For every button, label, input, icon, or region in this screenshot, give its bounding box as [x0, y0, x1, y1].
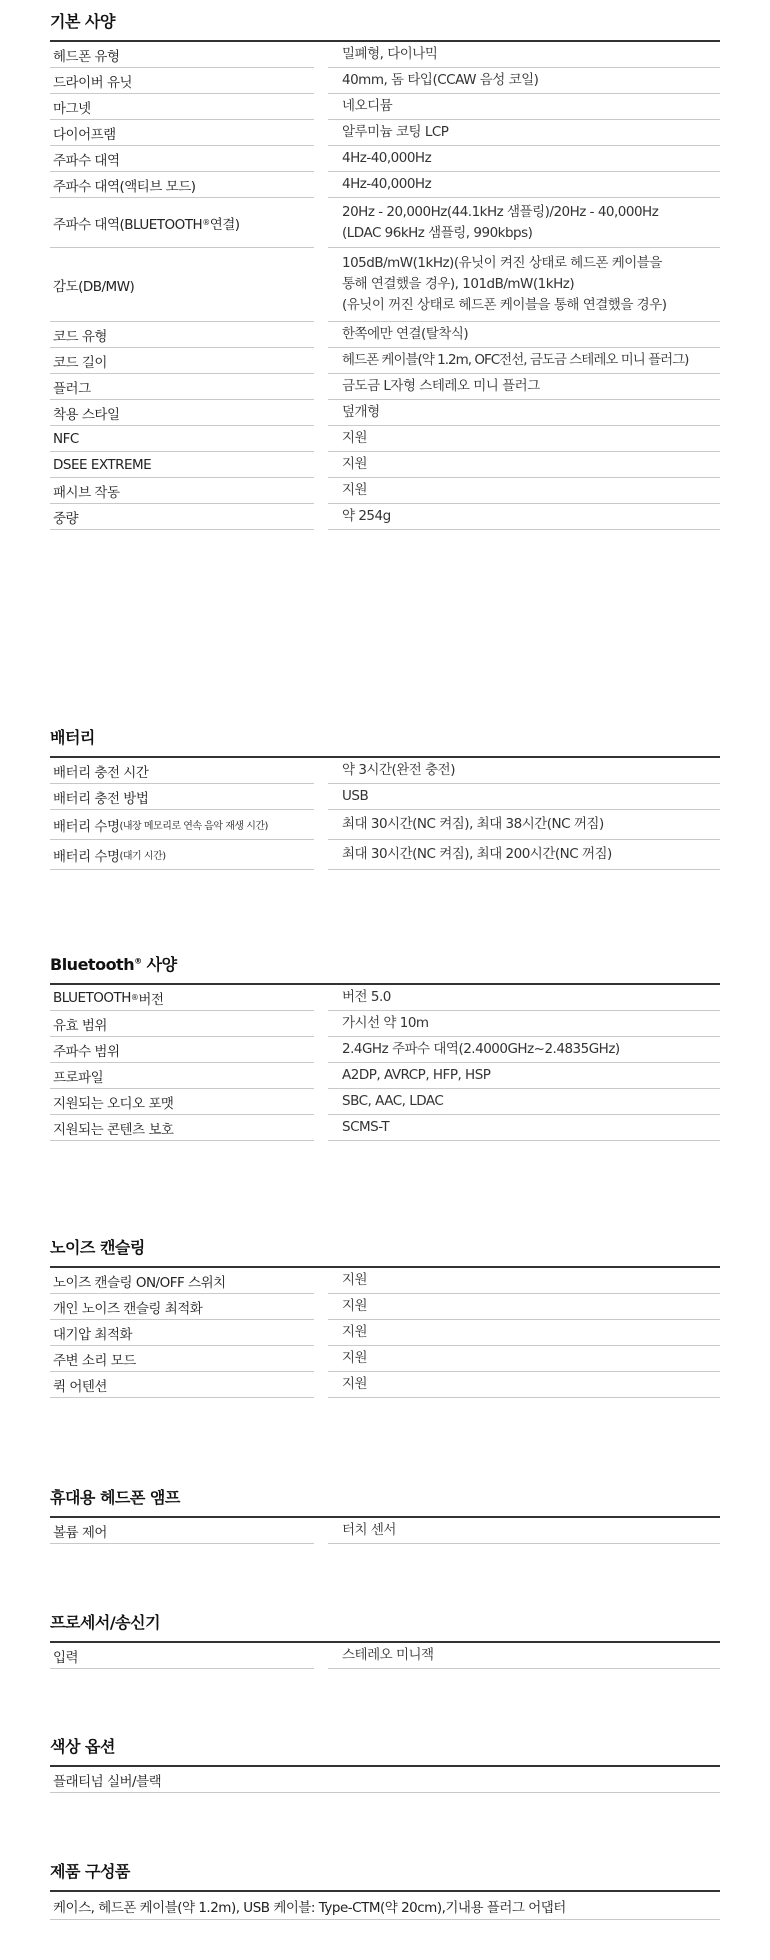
label-text: 주파수 대역(BLUETOOTH	[53, 216, 203, 233]
battery-section	[50, 726, 720, 870]
spec-row	[50, 784, 720, 810]
spec-row	[50, 1089, 720, 1115]
spec-label: 플래티넘 실버/블랙	[50, 1767, 720, 1793]
processor-section	[50, 1611, 720, 1669]
spec-label: 헤드폰 유형	[50, 42, 314, 68]
spec-label: 배터리 충전 방법	[50, 784, 314, 810]
spec-row	[50, 1518, 720, 1544]
spec-row	[50, 840, 720, 870]
spec-label: 코드 유형	[50, 322, 314, 348]
value-line: 통해 연결했을 경우), 101dB/mW(1kHz)	[342, 276, 575, 292]
spec-row	[50, 758, 720, 784]
spec-label: 마그넷	[50, 94, 314, 120]
spec-row	[50, 1643, 720, 1669]
spec-value: 지원	[328, 426, 720, 452]
spec-row	[50, 1037, 720, 1063]
spec-value: 밀폐형, 다이나믹	[328, 42, 720, 68]
spec-label: 입력	[50, 1643, 314, 1669]
spec-value	[328, 198, 720, 248]
spec-row	[50, 1892, 720, 1920]
spec-label: 주파수 범위	[50, 1037, 314, 1063]
spec-label: BLUETOOTH ® 버전	[50, 985, 314, 1011]
spec-label: 주파수 대역	[50, 146, 314, 172]
spec-value: 최대 30시간(NC 켜짐), 최대 200시간(NC 꺼짐)	[328, 840, 720, 870]
spec-row	[50, 42, 720, 68]
spec-row	[50, 198, 720, 248]
spec-row	[50, 985, 720, 1011]
spec-value: 지원	[328, 1320, 720, 1346]
spec-row	[50, 1372, 720, 1398]
spec-value: 헤드폰 케이블(약 1.2m, OFC전선, 금도금 스테레오 미니 플러그)	[328, 348, 720, 374]
spec-label: NFC	[50, 426, 314, 452]
spec-row	[50, 426, 720, 452]
label-text: 버전	[138, 991, 164, 1008]
spec-label: 배터리 충전 시간	[50, 758, 314, 784]
label-text: 배터리 수명	[53, 818, 120, 835]
spec-row	[50, 348, 720, 374]
spec-value: 터치 센서	[328, 1518, 720, 1544]
label-note: (대기 시간)	[119, 851, 166, 862]
spec-value: SBC, AAC, LDAC	[328, 1089, 720, 1115]
spec-value: 최대 30시간(NC 켜짐), 최대 38시간(NC 꺼짐)	[328, 810, 720, 840]
spec-value: USB	[328, 784, 720, 810]
spec-row	[50, 322, 720, 348]
spec-value: 약 3시간(완전 충전)	[328, 758, 720, 784]
spec-label: 대기압 최적화	[50, 1320, 314, 1346]
spec-label: 지원되는 콘텐츠 보호	[50, 1115, 314, 1141]
spec-label: 감도(DB/MW)	[50, 248, 314, 322]
label-text: BLUETOOTH	[53, 989, 131, 1006]
value-line: (LDAC 96kHz 샘플링, 990kbps)	[342, 224, 533, 241]
spec-row	[50, 68, 720, 94]
spec-value: 한쪽에만 연결(탈착식)	[328, 322, 720, 348]
spec-label: 주파수 대역(BLUETOOTH ® 연결)	[50, 198, 314, 248]
spec-label: 다이어프램	[50, 120, 314, 146]
spec-row	[50, 172, 720, 198]
bluetooth-section	[50, 953, 720, 1141]
spec-label: DSEE EXTREME	[50, 452, 314, 478]
section-title: 프로세서/송신기	[50, 1611, 720, 1643]
spec-label: 유효 범위	[50, 1011, 314, 1037]
spec-row	[50, 1320, 720, 1346]
spec-value: 지원	[328, 1294, 720, 1320]
title-text: Bluetooth	[50, 955, 135, 974]
section-title: 노이즈 캔슬링	[50, 1236, 720, 1268]
spec-row	[50, 94, 720, 120]
value-line: 105dB/mW(1kHz)(유닛이 켜진 상태로 헤드폰 케이블을	[342, 255, 662, 271]
label-text: 연결)	[209, 216, 240, 233]
spec-row	[50, 1011, 720, 1037]
spec-row	[50, 1767, 720, 1793]
spec-label: 착용 스타일	[50, 400, 314, 426]
color-options-section	[50, 1735, 720, 1793]
spec-label: 패시브 작동	[50, 478, 314, 504]
spec-value: 지원	[328, 452, 720, 478]
spec-row	[50, 478, 720, 504]
spec-label: 개인 노이즈 캔슬링 최적화	[50, 1294, 314, 1320]
spec-value: 버전 5.0	[328, 985, 720, 1011]
spec-value: 약 254g	[328, 504, 720, 530]
spec-value	[328, 248, 720, 322]
spec-value: 가시선 약 10m	[328, 1011, 720, 1037]
section-title: 제품 구성품	[50, 1860, 720, 1892]
noise-cancelling-section	[50, 1236, 720, 1398]
section-title: 색상 옵션	[50, 1735, 720, 1767]
spec-label: 지원되는 오디오 포맷	[50, 1089, 314, 1115]
spec-label	[50, 810, 314, 840]
title-text: 사양	[141, 955, 177, 974]
spec-value: 지원	[328, 478, 720, 504]
section-title: 배터리	[50, 726, 720, 758]
spec-value: 덮개형	[328, 400, 720, 426]
spec-value: 지원	[328, 1372, 720, 1398]
spec-row	[50, 248, 720, 322]
spec-value: 알루미늄 코팅 LCP	[328, 120, 720, 146]
spec-label: 중량	[50, 504, 314, 530]
spec-row	[50, 1268, 720, 1294]
spec-value: SCMS-T	[328, 1115, 720, 1141]
registered-mark: ®	[134, 956, 142, 966]
spec-row	[50, 504, 720, 530]
basic-spec-section	[50, 10, 720, 530]
spec-row	[50, 452, 720, 478]
spec-row	[50, 810, 720, 840]
value-line: 20Hz - 20,000Hz(44.1kHz 샘플링)/20Hz - 40,000Hz	[342, 203, 659, 220]
label-note: (내장 메모리로 연속 음악 재생 시간)	[119, 821, 268, 832]
spec-row	[50, 146, 720, 172]
spec-value: A2DP, AVRCP, HFP, HSP	[328, 1063, 720, 1089]
section-title: 기본 사양	[50, 10, 720, 42]
package-contents-section	[50, 1860, 720, 1920]
spec-value: 지원	[328, 1268, 720, 1294]
spec-label: 퀵 어텐션	[50, 1372, 314, 1398]
spec-value: 40mm, 돔 타입(CCAW 음성 코일)	[328, 68, 720, 94]
spec-row	[50, 1063, 720, 1089]
section-title: 휴대용 헤드폰 앰프	[50, 1486, 720, 1518]
spec-label: 볼륨 제어	[50, 1518, 314, 1544]
spec-value: 4Hz-40,000Hz	[328, 146, 720, 172]
spec-value: 스테레오 미니잭	[328, 1643, 720, 1669]
spec-value: 금도금 L자형 스테레오 미니 플러그	[328, 374, 720, 400]
value-line: (유닛이 꺼진 상태로 헤드폰 케이블을 통해 연결했을 경우)	[342, 297, 667, 313]
spec-label: 주파수 대역(액티브 모드)	[50, 172, 314, 198]
spec-value: 2.4GHz 주파수 대역(2.4000GHz~2.4835GHz)	[328, 1037, 720, 1063]
section-title	[50, 953, 720, 985]
spec-label: 케이스, 헤드폰 케이블(약 1.2m), USB 케이블: Type-CTM(약 20cm),기내용 플러그 어댑터	[50, 1892, 720, 1920]
spec-value: 4Hz-40,000Hz	[328, 172, 720, 198]
spec-row	[50, 400, 720, 426]
spec-label: 코드 길이	[50, 348, 314, 374]
spec-row	[50, 1294, 720, 1320]
spec-row	[50, 120, 720, 146]
spec-label: 주변 소리 모드	[50, 1346, 314, 1372]
spec-row	[50, 1115, 720, 1141]
spec-label: 플러그	[50, 374, 314, 400]
spec-row	[50, 374, 720, 400]
spec-label: 프로파일	[50, 1063, 314, 1089]
spec-label: 노이즈 캔슬링 ON/OFF 스위치	[50, 1268, 314, 1294]
spec-value: 네오디뮴	[328, 94, 720, 120]
spec-row	[50, 1346, 720, 1372]
spec-value: 지원	[328, 1346, 720, 1372]
spec-label: 드라이버 유닛	[50, 68, 314, 94]
label-text: 배터리 수명	[53, 848, 120, 865]
spec-label	[50, 840, 314, 870]
headphone-amp-section	[50, 1486, 720, 1544]
